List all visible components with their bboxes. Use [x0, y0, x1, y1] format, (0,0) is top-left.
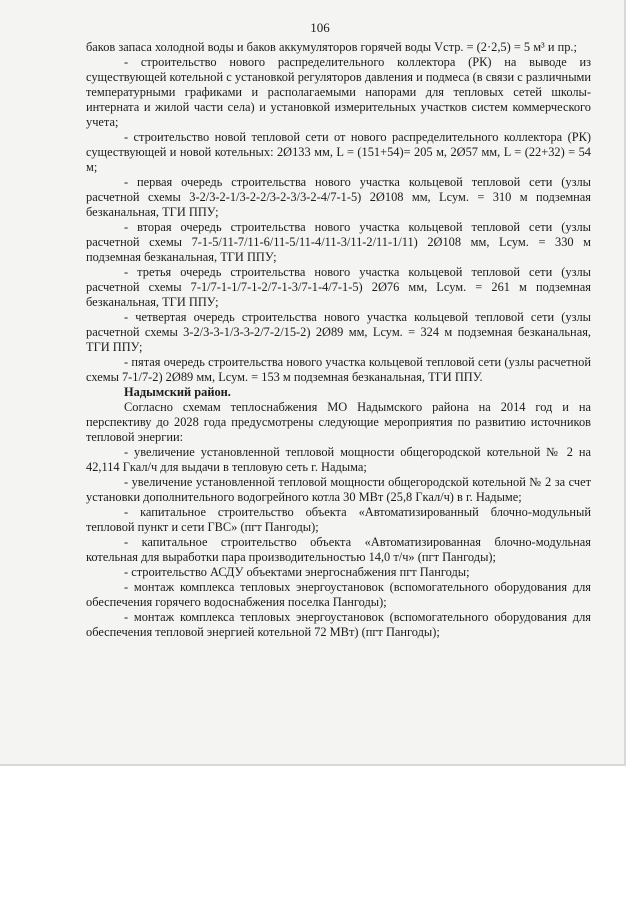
paragraph: баков запаса холодной воды и баков аккумуляторов горячей воды Vстр. = (2·2,5) = 5 м³ и пр.; — [86, 40, 577, 54]
paragraph: - строительство нового распределительного коллектора (РК) на выводе из существующей котельной с установкой регуляторов давления и подмеса (в связи с различными температурными графиками и располагаемыми напорами для тепловых сетей школы-интерната и жилой части села) и установкой измерительных участков систем коммерческого учета; — [86, 55, 591, 129]
paragraph: - первая очередь строительства нового участка кольцевой тепловой сети (узлы расчетной схемы 3-2/3-2-1/3-2-2/3-2-3/3-2-4/7-1-5) 2Ø108 мм, Lсум. = 310 м подземная безканальная, ТГИ ППУ; — [86, 175, 591, 219]
paragraph: - капитальное строительство объекта «Автоматизированная блочно-модульная котельная для выработки пара производительностью 14,0 т/ч» (пгт Пангоды); — [86, 535, 591, 564]
paragraph: - монтаж комплекса тепловых энергоустановок (вспомогательного оборудования для обеспечения тепловой энергией котельной 72 МВт) (пгт Пангоды); — [86, 610, 591, 639]
paragraph: - капитальное строительство объекта «Автоматизированный блочно-модульный тепловой пункт и сети ГВС» (пгт Пангоды); — [86, 505, 591, 534]
paragraph: - пятая очередь строительства нового участка кольцевой тепловой сети (узлы расчетной схемы 7-1/7-2) 2Ø89 мм, Lсум. = 153 м подземная безканальная, ТГИ ППУ. — [86, 355, 591, 384]
page-number: 106 — [310, 20, 330, 35]
paragraph: - увеличение установленной тепловой мощности общегородской котельной № 2 на 42,114 Гкал/ч для выдачи в тепловую сеть г. Надыма; — [86, 445, 591, 474]
paragraph: - монтаж комплекса тепловых энергоустановок (вспомогательного оборудования для обеспечения горячего водоснабжения поселка Пангоды); — [86, 580, 591, 609]
paragraph: - увеличение установленной тепловой мощности общегородской котельной № 2 за счет установки дополнительного водогрейного котла 30 МВт (25,8 Гкал/ч) в г. Надыме; — [86, 475, 591, 504]
paragraph: - четвертая очередь строительства нового участка кольцевой тепловой сети (узлы расчетной схемы 3-2/3-3-1/3-3-2/7-2/15-2) 2Ø89 мм, Lсум. = 324 м подземная безканальная, ТГИ ППУ; — [86, 310, 591, 354]
section-heading: Надымский район. — [124, 385, 231, 399]
paragraph: - строительство новой тепловой сети от нового распределительного коллектора (РК) существующей и новой котельных: 2Ø133 мм, L = (151+54)= 205 м, 2Ø57 мм, L = (22+32) = 54 м; — [86, 130, 591, 174]
paragraph: Согласно схемам теплоснабжения МО Надымского района на 2014 год и на перспективу до 2028 года предусмотрены следующие мероприятия по развитию источников тепловой энергии: — [86, 400, 591, 444]
document-body — [86, 40, 591, 640]
paragraph: - строительство АСДУ объектами энергоснабжения пгт Пангоды; — [124, 565, 470, 579]
paragraph: - вторая очередь строительства нового участка кольцевой тепловой сети (узлы расчетной схемы 7-1-5/11-7/11-6/11-5/11-4/11-3/11-2/11-1/11) 2Ø108 мм, Lсум. = 330 м подземная безканальная, ТГИ ППУ; — [86, 220, 591, 264]
paragraph: - третья очередь строительства нового участка кольцевой тепловой сети (узлы расчетной схемы 7-1/7-1-1/7-1-2/7-1-3/7-1-4/7-1-5) 2Ø76 мм, Lсум. = 261 м подземная безканальная, ТГИ ППУ; — [86, 265, 591, 309]
